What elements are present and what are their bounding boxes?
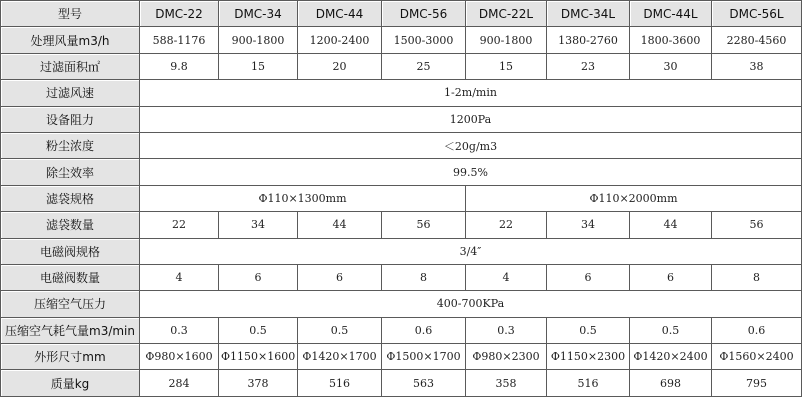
air-consumption-cell: 0.5 <box>298 318 382 344</box>
airflow-cell: 1380-2760 <box>547 27 630 53</box>
dimensions-cell: Φ980×2300 <box>466 344 547 370</box>
airflow-cell: 2280-4560 <box>712 27 802 53</box>
table-row <box>0 291 802 317</box>
row-label-dust-concentration: 粉尘浓度 <box>0 133 140 159</box>
weight-cell: 698 <box>630 370 712 396</box>
dimensions-cell: Φ1560×2400 <box>712 344 802 370</box>
filter-area-cell: 23 <box>547 54 630 80</box>
air-consumption-cell: 0.6 <box>712 318 802 344</box>
airflow-cell: 1500-3000 <box>382 27 466 53</box>
dust-concentration-cell: ＜20g/m3 <box>140 133 802 159</box>
row-label-bag-count: 滤袋数量 <box>0 212 140 238</box>
bag-spec-cell: Φ110×1300mm <box>140 186 466 212</box>
table-row <box>0 133 802 159</box>
dimensions-cell: Φ1150×2300 <box>547 344 630 370</box>
dimensions-cell: Φ1150×1600 <box>219 344 298 370</box>
table-row <box>0 212 802 238</box>
weight-cell: 358 <box>466 370 547 396</box>
model-header: DMC-22 <box>140 0 219 27</box>
bag-spec-cell: Φ110×2000mm <box>466 186 802 212</box>
bag-count-cell: 56 <box>712 212 802 238</box>
dimensions-cell: Φ1500×1700 <box>382 344 466 370</box>
table-row <box>0 27 802 53</box>
air-pressure-cell: 400-700KPa <box>140 291 802 317</box>
air-consumption-cell: 0.6 <box>382 318 466 344</box>
air-consumption-cell: 0.5 <box>219 318 298 344</box>
row-label-airflow: 处理风量m3/h <box>0 27 140 53</box>
row-label-weight: 质量kg <box>0 370 140 396</box>
model-header: DMC-22L <box>466 0 547 27</box>
row-label-bag-spec: 滤袋规格 <box>0 186 140 212</box>
air-consumption-cell: 0.3 <box>140 318 219 344</box>
row-label-resistance: 设备阻力 <box>0 107 140 133</box>
bag-count-cell: 34 <box>547 212 630 238</box>
air-consumption-cell: 0.5 <box>547 318 630 344</box>
bag-count-cell: 34 <box>219 212 298 238</box>
valve-count-cell: 6 <box>219 265 298 291</box>
filter-area-cell: 9.8 <box>140 54 219 80</box>
row-label-valve-count: 电磁阀数量 <box>0 265 140 291</box>
table-row <box>0 239 802 265</box>
table-row <box>0 159 802 185</box>
table-row <box>0 318 802 344</box>
airflow-cell: 1800-3600 <box>630 27 712 53</box>
dimensions-cell: Φ1420×1700 <box>298 344 382 370</box>
table-row <box>0 186 802 212</box>
row-label-valve-spec: 电磁阀规格 <box>0 239 140 265</box>
row-label-air-consumption: 压缩空气耗气量m3/min <box>0 318 140 344</box>
bag-count-cell: 56 <box>382 212 466 238</box>
table-row <box>0 80 802 106</box>
valve-count-cell: 6 <box>547 265 630 291</box>
valve-count-cell: 6 <box>298 265 382 291</box>
table-row <box>0 54 802 80</box>
bag-count-cell: 44 <box>298 212 382 238</box>
table-row <box>0 107 802 133</box>
filter-area-cell: 30 <box>630 54 712 80</box>
model-header: DMC-44 <box>298 0 382 27</box>
model-header: DMC-44L <box>630 0 712 27</box>
weight-cell: 378 <box>219 370 298 396</box>
airflow-cell: 588-1176 <box>140 27 219 53</box>
model-header: DMC-56L <box>712 0 802 27</box>
airflow-cell: 900-1800 <box>219 27 298 53</box>
filter-area-cell: 15 <box>219 54 298 80</box>
weight-cell: 516 <box>298 370 382 396</box>
header-label: 型号 <box>0 0 140 27</box>
dimensions-cell: Φ980×1600 <box>140 344 219 370</box>
weight-cell: 795 <box>712 370 802 396</box>
model-header: DMC-34 <box>219 0 298 27</box>
bag-count-cell: 44 <box>630 212 712 238</box>
table-header-row <box>0 0 802 27</box>
filter-area-cell: 38 <box>712 54 802 80</box>
valve-count-cell: 6 <box>630 265 712 291</box>
row-label-dimensions: 外形尺寸mm <box>0 344 140 370</box>
resistance-cell: 1200Pa <box>140 107 802 133</box>
table-row <box>0 344 802 370</box>
filter-speed-cell: 1-2m/min <box>140 80 802 106</box>
table-row <box>0 265 802 291</box>
weight-cell: 284 <box>140 370 219 396</box>
valve-count-cell: 4 <box>466 265 547 291</box>
filter-area-cell: 15 <box>466 54 547 80</box>
weight-cell: 516 <box>547 370 630 396</box>
valve-count-cell: 8 <box>712 265 802 291</box>
row-label-efficiency: 除尘效率 <box>0 159 140 185</box>
model-header: DMC-56 <box>382 0 466 27</box>
airflow-cell: 900-1800 <box>466 27 547 53</box>
bag-count-cell: 22 <box>140 212 219 238</box>
filter-area-cell: 20 <box>298 54 382 80</box>
model-header: DMC-34L <box>547 0 630 27</box>
weight-cell: 563 <box>382 370 466 396</box>
table-row <box>0 370 802 396</box>
airflow-cell: 1200-2400 <box>298 27 382 53</box>
dimensions-cell: Φ1420×2400 <box>630 344 712 370</box>
filter-area-cell: 25 <box>382 54 466 80</box>
efficiency-cell: 99.5% <box>140 159 802 185</box>
valve-count-cell: 8 <box>382 265 466 291</box>
air-consumption-cell: 0.3 <box>466 318 547 344</box>
air-consumption-cell: 0.5 <box>630 318 712 344</box>
row-label-filter-area: 过滤面积㎡ <box>0 54 140 80</box>
valve-count-cell: 4 <box>140 265 219 291</box>
valve-spec-cell: 3/4″ <box>140 239 802 265</box>
bag-count-cell: 22 <box>466 212 547 238</box>
row-label-air-pressure: 压缩空气压力 <box>0 291 140 317</box>
row-label-filter-speed: 过滤风速 <box>0 80 140 106</box>
